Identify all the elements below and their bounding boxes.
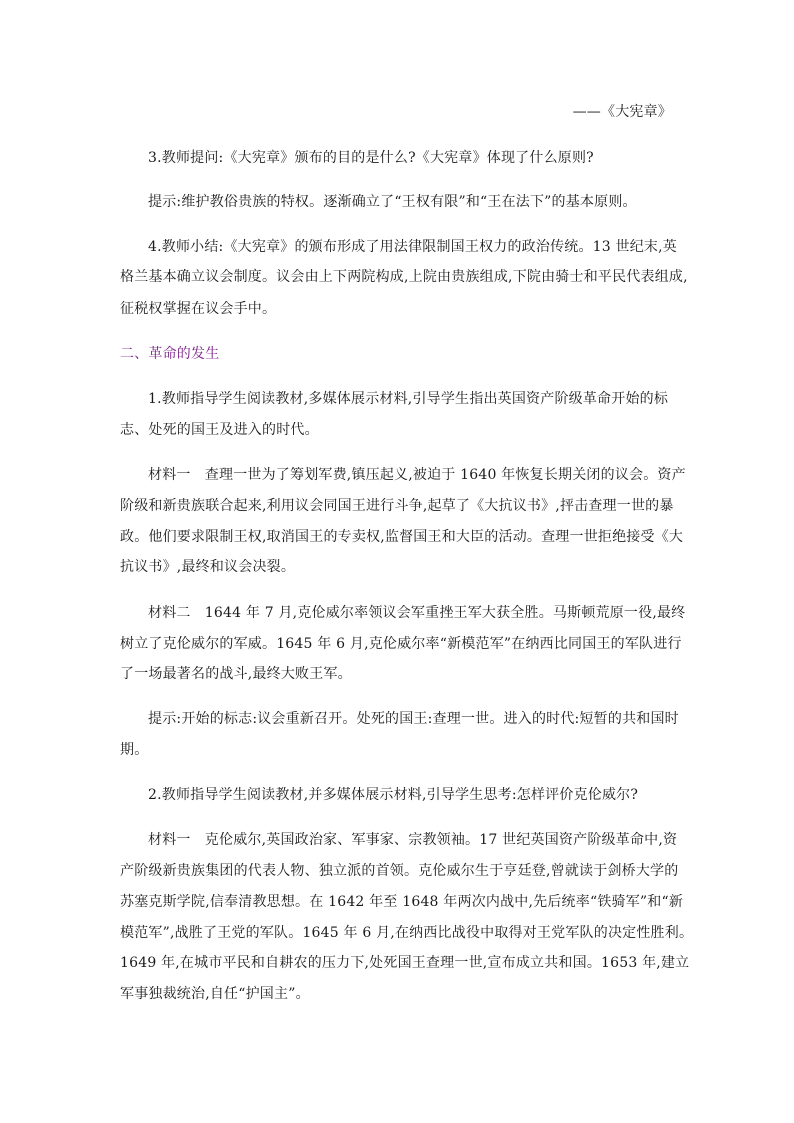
question-3: 3.教师提问:《大宪章》颁布的目的是什么?《大宪章》体现了什么原则? — [148, 150, 594, 166]
material-1-line-3: 政。他们要求限制王权,取消国王的专卖权,监督国王和大臣的活动。查理一世拒绝接受《大 — [120, 529, 684, 545]
instruction-2: 2.教师指导学生阅读教材,并多媒体展示材料,引导学生思考:怎样评价克伦威尔? — [148, 787, 639, 803]
quote-attribution: ——《大宪章》 — [572, 104, 672, 120]
section-heading: 二、革命的发生 — [120, 346, 220, 362]
cromwell-line-5: 1649 年,在城市平民和自耕农的压力下,处死国王查理一世,宣布成立共和国。1653 年,建立 — [120, 955, 690, 971]
hint-2-line-1: 提示:开始的标志:议会重新召开。处死的国王:查理一世。进入的时代:短暂的共和国时 — [148, 711, 679, 727]
hint-2-line-2: 期。 — [120, 742, 149, 758]
summary-line-3: 征税权掌握在议会手中。 — [120, 301, 277, 317]
cromwell-line-2: 产阶级新贵族集团的代表人物、独立派的首领。克伦威尔生于亨廷登,曾就读于剑桥大学的 — [120, 863, 679, 879]
cromwell-line-3: 苏塞克斯学院,信奉清教思想。在 1642 年至 1648 年两次内战中,先后统率“铁骑军”和“新 — [120, 894, 684, 910]
instruction-1-line-2: 志、处死的国王及进入的时代。 — [120, 422, 319, 438]
hint-1: 提示:维护教俗贵族的特权。逐渐确立了“王权有限”和“王在法下”的基本原则。 — [148, 194, 637, 210]
material-1-line-4: 抗议书》,最终和议会决裂。 — [120, 559, 296, 575]
instruction-1-line-1: 1.教师指导学生阅读教材,多媒体展示材料,引导学生指出英国资产阶级革命开始的标 — [148, 391, 669, 407]
summary-line-1: 4.教师小结:《大宪章》的颁布形成了用法律限制国王权力的政治传统。13 世纪末,英 — [148, 239, 677, 255]
cromwell-line-1: 材料一 克伦威尔,英国政治家、军事家、宗教领袖。17 世纪英国资产阶级革命中,资 — [148, 832, 678, 848]
cromwell-line-6: 军事独裁统治,自任“护国主”。 — [120, 986, 310, 1002]
material-2-line-1: 材料二 1644 年 7 月,克伦威尔率领议会军重挫王军大获全胜。马斯顿荒原一役,最终 — [148, 605, 686, 621]
material-1-line-1: 材料一 查理一世为了筹划军费,镇压起义,被迫于 1640 年恢复长期关闭的议会。资产 — [148, 467, 686, 483]
cromwell-line-4: 模范军”,战胜了王党的军队。1645 年 6 月,在纳西比战役中取得对王党军队的决定性胜利。 — [120, 925, 694, 941]
material-1-line-2: 阶级和新贵族联合起来,利用议会同国王进行斗争,起草了《大抗议书》,抨击查理一世的暴 — [120, 498, 674, 514]
material-2-line-3: 了一场最著名的战斗,最终大败王军。 — [120, 666, 352, 682]
material-2-line-2: 树立了克伦威尔的军威。1645 年 6 月,克伦威尔率“新模范军”在纳西比同国王的军队进行 — [120, 636, 682, 652]
summary-line-2: 格兰基本确立议会制度。议会由上下两院构成,上院由贵族组成,下院由骑士和平民代表组成, — [120, 269, 688, 285]
